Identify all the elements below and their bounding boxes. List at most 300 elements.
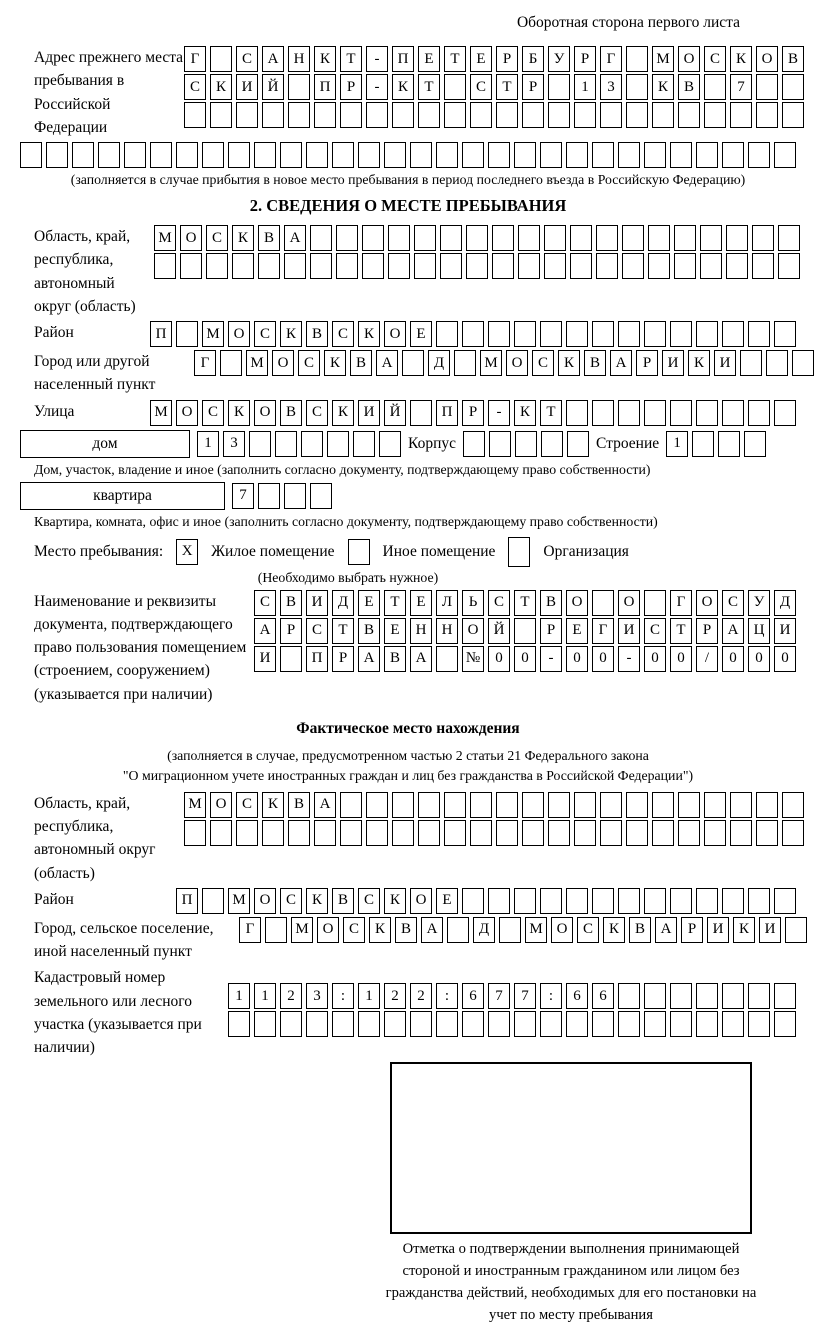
char-box[interactable] xyxy=(730,820,752,846)
char-box[interactable] xyxy=(436,321,458,347)
char-box[interactable] xyxy=(600,102,622,128)
char-box[interactable] xyxy=(306,1011,328,1037)
char-box[interactable]: Р xyxy=(340,74,362,100)
char-box[interactable] xyxy=(644,983,666,1009)
char-box[interactable] xyxy=(626,46,648,72)
char-box[interactable]: А xyxy=(421,917,443,943)
char-box[interactable]: А xyxy=(358,646,380,672)
char-box[interactable] xyxy=(440,225,462,251)
char-box[interactable]: О xyxy=(254,400,276,426)
char-box[interactable] xyxy=(622,225,644,251)
char-box[interactable] xyxy=(444,820,466,846)
char-box[interactable] xyxy=(674,253,696,279)
char-box[interactable] xyxy=(258,253,280,279)
char-box[interactable]: 0 xyxy=(670,646,692,672)
char-box[interactable] xyxy=(696,983,718,1009)
char-box[interactable]: Е xyxy=(436,888,458,914)
char-box[interactable] xyxy=(20,142,42,168)
char-box[interactable]: А xyxy=(655,917,677,943)
char-box[interactable] xyxy=(752,225,774,251)
char-box[interactable] xyxy=(548,820,570,846)
char-box[interactable] xyxy=(514,142,536,168)
char-box[interactable]: Н xyxy=(288,46,310,72)
char-box[interactable]: К xyxy=(314,46,336,72)
char-box[interactable]: А xyxy=(314,792,336,818)
char-box[interactable]: Е xyxy=(418,46,440,72)
char-box[interactable]: В xyxy=(678,74,700,100)
char-box[interactable] xyxy=(444,74,466,100)
char-box[interactable] xyxy=(592,888,614,914)
char-box[interactable] xyxy=(592,321,614,347)
char-box[interactable] xyxy=(704,792,726,818)
char-box[interactable]: П xyxy=(150,321,172,347)
char-box[interactable]: 1 xyxy=(254,983,276,1009)
char-box[interactable] xyxy=(280,142,302,168)
char-box[interactable] xyxy=(522,102,544,128)
char-box[interactable] xyxy=(496,102,518,128)
char-box[interactable]: К xyxy=(558,350,580,376)
char-box[interactable]: С xyxy=(704,46,726,72)
char-box[interactable] xyxy=(626,792,648,818)
char-box[interactable]: С xyxy=(306,400,328,426)
char-box[interactable] xyxy=(544,253,566,279)
char-box[interactable]: С xyxy=(236,46,258,72)
char-box[interactable]: 3 xyxy=(600,74,622,100)
char-box[interactable] xyxy=(470,102,492,128)
char-box[interactable]: Б xyxy=(522,46,544,72)
char-box[interactable]: А xyxy=(376,350,398,376)
char-box[interactable]: О xyxy=(228,321,250,347)
char-box[interactable] xyxy=(574,792,596,818)
stay-type-checkbox-other-premises[interactable] xyxy=(348,539,370,565)
char-box[interactable]: М xyxy=(202,321,224,347)
char-box[interactable] xyxy=(652,820,674,846)
char-box[interactable] xyxy=(748,400,770,426)
char-box[interactable] xyxy=(466,253,488,279)
char-box[interactable] xyxy=(782,792,804,818)
char-box[interactable]: С xyxy=(532,350,554,376)
char-box[interactable] xyxy=(774,1011,796,1037)
char-box[interactable] xyxy=(280,1011,302,1037)
char-box[interactable]: Т xyxy=(670,618,692,644)
char-box[interactable] xyxy=(362,253,384,279)
char-box[interactable]: С xyxy=(577,917,599,943)
char-box[interactable] xyxy=(678,792,700,818)
char-box[interactable]: / xyxy=(696,646,718,672)
char-box[interactable] xyxy=(232,253,254,279)
char-box[interactable]: 1 xyxy=(666,431,688,457)
char-box[interactable] xyxy=(488,321,510,347)
char-box[interactable]: И xyxy=(236,74,258,100)
char-box[interactable] xyxy=(488,142,510,168)
char-box[interactable]: Т xyxy=(514,590,536,616)
char-box[interactable] xyxy=(249,431,271,457)
char-box[interactable]: О xyxy=(551,917,573,943)
char-box[interactable]: К xyxy=(280,321,302,347)
char-box[interactable]: О xyxy=(254,888,276,914)
char-box[interactable]: Г xyxy=(239,917,261,943)
char-box[interactable] xyxy=(674,225,696,251)
char-box[interactable]: А xyxy=(284,225,306,251)
char-box[interactable]: 0 xyxy=(566,646,588,672)
char-box[interactable] xyxy=(228,142,250,168)
char-box[interactable] xyxy=(748,983,770,1009)
char-box[interactable]: М xyxy=(246,350,268,376)
char-box[interactable]: Й xyxy=(488,618,510,644)
char-box[interactable]: Н xyxy=(410,618,432,644)
char-box[interactable] xyxy=(748,1011,770,1037)
char-box[interactable]: 0 xyxy=(488,646,510,672)
char-box[interactable] xyxy=(220,350,242,376)
char-box[interactable] xyxy=(492,225,514,251)
char-box[interactable]: О xyxy=(272,350,294,376)
char-box[interactable]: Н xyxy=(436,618,458,644)
char-box[interactable] xyxy=(414,225,436,251)
char-box[interactable] xyxy=(301,431,323,457)
char-box[interactable]: М xyxy=(184,792,206,818)
char-box[interactable]: Р xyxy=(522,74,544,100)
char-box[interactable]: С xyxy=(722,590,744,616)
char-box[interactable]: : xyxy=(332,983,354,1009)
char-box[interactable]: С xyxy=(184,74,206,100)
char-box[interactable] xyxy=(176,321,198,347)
char-box[interactable] xyxy=(544,225,566,251)
char-box[interactable] xyxy=(514,1011,536,1037)
char-box[interactable] xyxy=(670,321,692,347)
char-box[interactable]: Ь xyxy=(462,590,484,616)
char-box[interactable]: К xyxy=(652,74,674,100)
char-box[interactable]: Г xyxy=(670,590,692,616)
char-box[interactable]: В xyxy=(306,321,328,347)
char-box[interactable]: П xyxy=(436,400,458,426)
char-box[interactable]: 0 xyxy=(774,646,796,672)
char-box[interactable] xyxy=(648,225,670,251)
char-box[interactable]: Т xyxy=(340,46,362,72)
char-box[interactable]: Е xyxy=(470,46,492,72)
char-box[interactable]: М xyxy=(154,225,176,251)
char-box[interactable] xyxy=(792,350,814,376)
char-box[interactable]: К xyxy=(733,917,755,943)
char-box[interactable]: К xyxy=(232,225,254,251)
char-box[interactable]: И xyxy=(306,590,328,616)
char-box[interactable] xyxy=(670,888,692,914)
char-box[interactable] xyxy=(392,102,414,128)
char-box[interactable]: С xyxy=(306,618,328,644)
char-box[interactable] xyxy=(518,253,540,279)
char-box[interactable]: В xyxy=(395,917,417,943)
char-box[interactable] xyxy=(514,888,536,914)
char-box[interactable] xyxy=(540,142,562,168)
kvartira-type-box[interactable]: квартира xyxy=(20,482,225,510)
char-box[interactable]: Т xyxy=(384,590,406,616)
char-box[interactable]: Д xyxy=(473,917,495,943)
char-box[interactable] xyxy=(258,483,280,509)
char-box[interactable] xyxy=(410,142,432,168)
char-box[interactable]: К xyxy=(228,400,250,426)
char-box[interactable]: 2 xyxy=(410,983,432,1009)
char-box[interactable]: К xyxy=(603,917,625,943)
char-box[interactable] xyxy=(366,102,388,128)
char-box[interactable] xyxy=(670,1011,692,1037)
char-box[interactable]: В xyxy=(358,618,380,644)
char-box[interactable]: С xyxy=(254,321,276,347)
char-box[interactable] xyxy=(444,792,466,818)
char-box[interactable]: С xyxy=(470,74,492,100)
char-box[interactable]: Р xyxy=(681,917,703,943)
char-box[interactable]: П xyxy=(314,74,336,100)
char-box[interactable] xyxy=(730,102,752,128)
char-box[interactable] xyxy=(567,431,589,457)
char-box[interactable] xyxy=(436,646,458,672)
char-box[interactable]: Й xyxy=(262,74,284,100)
char-box[interactable] xyxy=(774,400,796,426)
char-box[interactable]: С xyxy=(206,225,228,251)
char-box[interactable] xyxy=(327,431,349,457)
char-box[interactable] xyxy=(540,1011,562,1037)
char-box[interactable]: 2 xyxy=(280,983,302,1009)
char-box[interactable] xyxy=(402,350,424,376)
char-box[interactable] xyxy=(462,888,484,914)
char-box[interactable] xyxy=(124,142,146,168)
char-box[interactable] xyxy=(618,400,640,426)
char-box[interactable] xyxy=(184,102,206,128)
char-box[interactable] xyxy=(592,590,614,616)
char-box[interactable]: Е xyxy=(410,321,432,347)
char-box[interactable]: - xyxy=(488,400,510,426)
char-box[interactable] xyxy=(210,102,232,128)
char-box[interactable] xyxy=(280,646,302,672)
char-box[interactable]: Е xyxy=(410,590,432,616)
char-box[interactable]: В xyxy=(288,792,310,818)
char-box[interactable] xyxy=(288,820,310,846)
char-box[interactable] xyxy=(548,792,570,818)
house-type-box[interactable]: дом xyxy=(20,430,190,458)
char-box[interactable]: А xyxy=(254,618,276,644)
char-box[interactable] xyxy=(626,820,648,846)
char-box[interactable]: С xyxy=(358,888,380,914)
char-box[interactable] xyxy=(353,431,375,457)
char-box[interactable]: Т xyxy=(540,400,562,426)
char-box[interactable]: В xyxy=(584,350,606,376)
char-box[interactable]: С xyxy=(236,792,258,818)
char-box[interactable]: № xyxy=(462,646,484,672)
char-box[interactable] xyxy=(436,142,458,168)
char-box[interactable] xyxy=(696,1011,718,1037)
char-box[interactable] xyxy=(388,253,410,279)
char-box[interactable]: С xyxy=(298,350,320,376)
char-box[interactable] xyxy=(262,820,284,846)
char-box[interactable]: 1 xyxy=(358,983,380,1009)
char-box[interactable]: Т xyxy=(444,46,466,72)
char-box[interactable]: 6 xyxy=(566,983,588,1009)
char-box[interactable]: В xyxy=(280,400,302,426)
char-box[interactable] xyxy=(418,102,440,128)
char-box[interactable] xyxy=(379,431,401,457)
char-box[interactable]: О xyxy=(176,400,198,426)
char-box[interactable] xyxy=(740,350,762,376)
char-box[interactable]: В xyxy=(629,917,651,943)
char-box[interactable]: О xyxy=(317,917,339,943)
char-box[interactable] xyxy=(566,400,588,426)
char-box[interactable] xyxy=(358,142,380,168)
char-box[interactable]: М xyxy=(652,46,674,72)
char-box[interactable] xyxy=(774,142,796,168)
char-box[interactable] xyxy=(392,792,414,818)
char-box[interactable]: И xyxy=(707,917,729,943)
char-box[interactable] xyxy=(774,983,796,1009)
char-box[interactable]: С xyxy=(280,888,302,914)
char-box[interactable] xyxy=(696,888,718,914)
char-box[interactable] xyxy=(548,74,570,100)
char-box[interactable]: 7 xyxy=(514,983,536,1009)
char-box[interactable]: 7 xyxy=(232,483,254,509)
char-box[interactable] xyxy=(618,142,640,168)
char-box[interactable]: Л xyxy=(436,590,458,616)
char-box[interactable] xyxy=(384,1011,406,1037)
char-box[interactable]: Д xyxy=(774,590,796,616)
char-box[interactable]: И xyxy=(759,917,781,943)
char-box[interactable] xyxy=(462,321,484,347)
char-box[interactable] xyxy=(748,142,770,168)
char-box[interactable]: - xyxy=(366,46,388,72)
char-box[interactable] xyxy=(778,225,800,251)
char-box[interactable] xyxy=(366,820,388,846)
char-box[interactable]: Д xyxy=(428,350,450,376)
char-box[interactable] xyxy=(778,253,800,279)
char-box[interactable] xyxy=(566,321,588,347)
stay-type-checkbox-organization[interactable] xyxy=(508,537,530,567)
char-box[interactable] xyxy=(574,102,596,128)
char-box[interactable]: Т xyxy=(496,74,518,100)
char-box[interactable]: 0 xyxy=(722,646,744,672)
char-box[interactable] xyxy=(265,917,287,943)
char-box[interactable]: 6 xyxy=(592,983,614,1009)
char-box[interactable] xyxy=(692,431,714,457)
char-box[interactable] xyxy=(184,820,206,846)
char-box[interactable] xyxy=(436,1011,458,1037)
char-box[interactable] xyxy=(644,590,666,616)
char-box[interactable] xyxy=(618,1011,640,1037)
char-box[interactable] xyxy=(730,792,752,818)
char-box[interactable] xyxy=(366,792,388,818)
char-box[interactable] xyxy=(678,820,700,846)
char-box[interactable]: П xyxy=(306,646,328,672)
char-box[interactable]: П xyxy=(176,888,198,914)
char-box[interactable] xyxy=(254,1011,276,1037)
char-box[interactable]: О xyxy=(566,590,588,616)
char-box[interactable] xyxy=(410,1011,432,1037)
char-box[interactable] xyxy=(522,792,544,818)
char-box[interactable]: М xyxy=(525,917,547,943)
char-box[interactable]: А xyxy=(410,646,432,672)
char-box[interactable] xyxy=(284,483,306,509)
char-box[interactable]: Р xyxy=(636,350,658,376)
char-box[interactable]: В xyxy=(332,888,354,914)
char-box[interactable] xyxy=(626,74,648,100)
char-box[interactable]: 2 xyxy=(384,983,406,1009)
char-box[interactable]: У xyxy=(548,46,570,72)
char-box[interactable]: О xyxy=(180,225,202,251)
char-box[interactable] xyxy=(499,917,521,943)
char-box[interactable] xyxy=(228,1011,250,1037)
char-box[interactable] xyxy=(462,1011,484,1037)
char-box[interactable] xyxy=(566,888,588,914)
char-box[interactable]: - xyxy=(540,646,562,672)
char-box[interactable]: С xyxy=(254,590,276,616)
char-box[interactable]: А xyxy=(610,350,632,376)
char-box[interactable] xyxy=(782,74,804,100)
char-box[interactable] xyxy=(600,792,622,818)
char-box[interactable] xyxy=(154,253,176,279)
char-box[interactable]: К xyxy=(730,46,752,72)
char-box[interactable]: И xyxy=(358,400,380,426)
char-box[interactable]: К xyxy=(210,74,232,100)
char-box[interactable]: В xyxy=(258,225,280,251)
char-box[interactable] xyxy=(418,820,440,846)
char-box[interactable]: О xyxy=(756,46,778,72)
char-box[interactable]: К xyxy=(358,321,380,347)
char-box[interactable] xyxy=(570,225,592,251)
char-box[interactable] xyxy=(718,431,740,457)
char-box[interactable] xyxy=(766,350,788,376)
char-box[interactable] xyxy=(774,888,796,914)
char-box[interactable]: А xyxy=(262,46,284,72)
char-box[interactable]: 0 xyxy=(748,646,770,672)
char-box[interactable]: Е xyxy=(566,618,588,644)
char-box[interactable] xyxy=(618,983,640,1009)
char-box[interactable] xyxy=(340,102,362,128)
char-box[interactable] xyxy=(410,400,432,426)
char-box[interactable] xyxy=(644,400,666,426)
char-box[interactable] xyxy=(262,102,284,128)
char-box[interactable]: - xyxy=(618,646,640,672)
char-box[interactable] xyxy=(744,431,766,457)
char-box[interactable] xyxy=(314,102,336,128)
char-box[interactable] xyxy=(618,888,640,914)
char-box[interactable]: Р xyxy=(280,618,302,644)
char-box[interactable]: Г xyxy=(184,46,206,72)
char-box[interactable]: И xyxy=(662,350,684,376)
char-box[interactable] xyxy=(652,102,674,128)
char-box[interactable] xyxy=(592,400,614,426)
char-box[interactable] xyxy=(470,820,492,846)
char-box[interactable]: : xyxy=(436,983,458,1009)
char-box[interactable] xyxy=(418,792,440,818)
char-box[interactable]: 0 xyxy=(644,646,666,672)
char-box[interactable] xyxy=(202,888,224,914)
char-box[interactable] xyxy=(566,1011,588,1037)
char-box[interactable] xyxy=(340,792,362,818)
char-box[interactable] xyxy=(332,142,354,168)
char-box[interactable]: 1 xyxy=(574,74,596,100)
char-box[interactable] xyxy=(722,321,744,347)
char-box[interactable]: Р xyxy=(332,646,354,672)
char-box[interactable] xyxy=(284,253,306,279)
char-box[interactable]: К xyxy=(392,74,414,100)
char-box[interactable] xyxy=(470,792,492,818)
char-box[interactable] xyxy=(358,1011,380,1037)
char-box[interactable] xyxy=(592,1011,614,1037)
char-box[interactable]: Р xyxy=(462,400,484,426)
char-box[interactable] xyxy=(488,888,510,914)
char-box[interactable] xyxy=(548,102,570,128)
char-box[interactable]: У xyxy=(748,590,770,616)
char-box[interactable] xyxy=(785,917,807,943)
char-box[interactable] xyxy=(314,820,336,846)
char-box[interactable]: 3 xyxy=(223,431,245,457)
char-box[interactable]: В xyxy=(350,350,372,376)
char-box[interactable] xyxy=(726,253,748,279)
